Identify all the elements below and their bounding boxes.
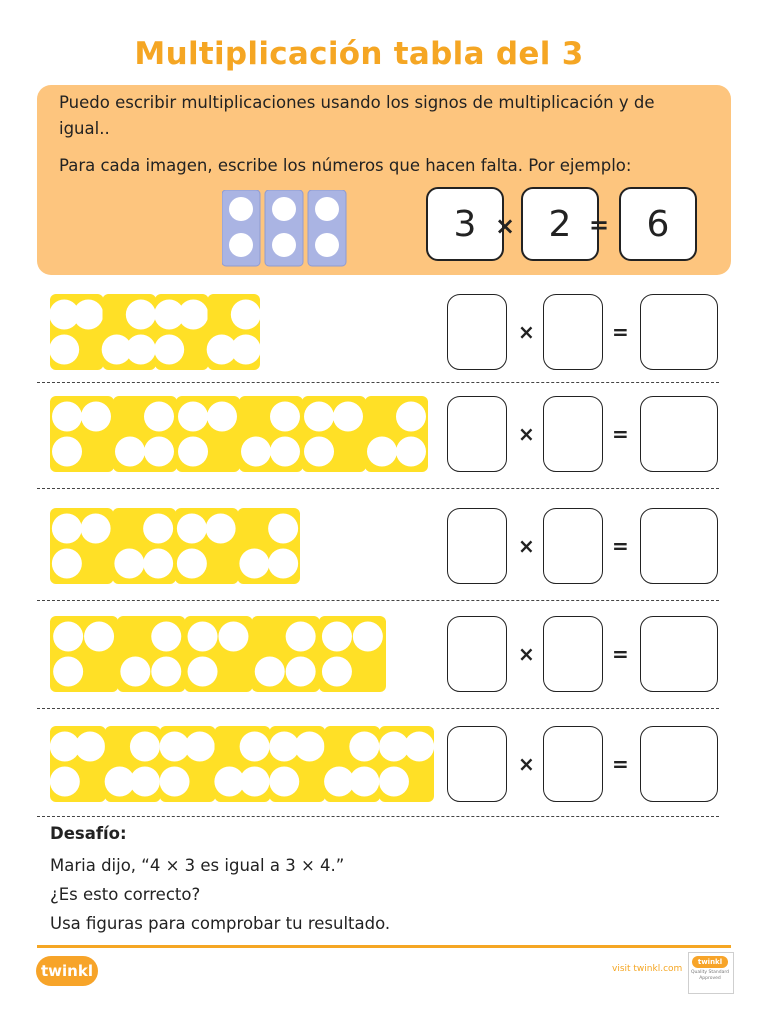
answer-box-factor-1[interactable] [447,508,507,584]
counter-dot [53,622,83,652]
example-frame-3 [308,190,346,266]
counter-dot [239,548,269,578]
challenge-line-3: Usa figuras para comprobar tu resultado. [50,914,391,933]
counter-tiles-5 [0,722,440,812]
exercise-row-3 [0,504,768,594]
example-result: 6 [619,187,697,261]
counter-group [238,508,301,584]
counter-group [379,726,434,802]
equals-symbol: = [612,534,629,558]
counter-dot [240,766,270,796]
answer-box-product[interactable] [640,726,718,802]
counter-dot [255,656,285,686]
visit-link[interactable]: visit twinkl.com [612,964,683,974]
times-symbol: × [518,534,535,558]
instruction-text-1: Puedo escribir multiplicaciones usando los signos de multiplicación y de igual.. [59,93,655,138]
counter-group [319,616,386,692]
counter-group [113,508,177,584]
counter-group [50,396,114,472]
counter-group [324,726,380,802]
counter-dot [207,402,237,432]
counter-dot [50,766,80,796]
dashed-divider [37,488,719,489]
answer-box-factor-2[interactable] [543,396,603,472]
times-symbol: × [518,422,535,446]
twinkl-logo: twinkl [36,956,98,986]
counter-dot [126,300,156,330]
counter-dot [130,766,160,796]
counter-dot [270,402,300,432]
dashed-divider [37,708,719,709]
counter-dot [349,766,379,796]
answer-box-factor-2[interactable] [543,294,603,370]
counter-dot [177,548,207,578]
counter-tiles-1 [0,290,440,380]
counter-dot [49,334,79,364]
counter-dot [73,300,103,330]
times-symbol: × [518,320,535,344]
page-title: Multiplicación tabla del 3 [134,36,584,72]
counter-group [252,616,320,692]
counter-group [176,396,240,472]
counter-dot [240,732,270,762]
dashed-divider [37,816,719,817]
counter-dot [304,436,334,466]
counter-tiles-2 [0,392,440,482]
counter-dot [178,436,208,466]
answer-box-factor-2[interactable] [543,726,603,802]
counter-group [269,726,325,802]
example-frame-1 [222,190,260,266]
counter-group [160,726,216,802]
challenge-line-2: ¿Es esto correcto? [50,885,201,904]
counter-dot [268,514,298,544]
counter-dot [304,402,334,432]
counter-dot [143,548,173,578]
equals-symbol: = [612,752,629,776]
badge-logo: twinkl [692,956,728,968]
counter-dot [120,656,150,686]
answer-box-product[interactable] [640,616,718,692]
counter-dot [130,732,160,762]
counter-dot [53,656,83,686]
counter-group [239,396,303,472]
counter-dot [52,514,82,544]
times-symbol: × [518,752,535,776]
instructions-panel [37,85,731,275]
answer-box-product[interactable] [640,508,718,584]
counter-dot [206,514,236,544]
challenge-section [50,822,390,938]
counter-dot [333,402,363,432]
answer-box-factor-1[interactable] [447,616,507,692]
counter-dot [52,436,82,466]
counter-dot [178,300,208,330]
answer-box-factor-1[interactable] [447,294,507,370]
counter-dot [396,436,426,466]
counter-group [365,396,428,472]
counter-dot [188,656,218,686]
counter-dot [75,732,105,762]
exercise-row-2 [0,392,768,482]
counter-dot [52,402,82,432]
counter-group [50,616,118,692]
dashed-divider [37,382,719,383]
counter-group [207,294,261,370]
counter-dot [231,334,261,364]
counter-group [50,508,114,584]
counter-dot [294,732,324,762]
counter-group [49,294,103,370]
counter-dot [81,514,111,544]
counter-dot [52,548,82,578]
counter-tiles-4 [0,612,440,702]
counter-dot [218,622,248,652]
equals-symbol: = [612,422,629,446]
answer-box-factor-2[interactable] [543,616,603,692]
counter-dot [270,436,300,466]
counter-dot [84,622,114,652]
counter-dot [178,402,208,432]
counter-dot [286,656,316,686]
counter-dot [396,402,426,432]
counter-group [102,294,156,370]
answer-box-factor-1[interactable] [447,396,507,472]
counter-dot [114,548,144,578]
counter-dot [144,436,174,466]
instruction-text-2: Para cada imagen, escribe los números que hacen falta. Por ejemplo: [59,156,632,175]
example-factor-b: 2 [521,187,599,261]
counter-group [175,508,239,584]
counter-dot [188,622,218,652]
answer-box-product[interactable] [640,396,718,472]
counter-dot [322,656,352,686]
example-equals-symbol: = [589,211,610,239]
counter-dot [286,622,316,652]
counter-group [214,726,270,802]
example-ten-frames [222,190,392,270]
counter-group [154,294,208,370]
dashed-divider [37,600,719,601]
exercise-row-1 [0,290,768,380]
equals-symbol: = [612,320,629,344]
counter-dot [160,766,190,796]
challenge-heading: Desafío: [50,824,127,843]
equals-symbol: = [612,642,629,666]
example-frame-2 [265,190,303,266]
counter-dot [367,436,397,466]
example-times-symbol: × [495,212,516,240]
counter-group [184,616,252,692]
counter-group [117,616,185,692]
counter-tiles-3 [0,504,440,594]
quality-badge [688,952,734,994]
challenge-line-1: Maria dijo, “4 × 3 es igual a 3 × 4.” [50,856,345,875]
counter-group [105,726,161,802]
counter-dot [81,402,111,432]
answer-box-factor-1[interactable] [447,726,507,802]
counter-dot [353,622,383,652]
counter-dot [185,732,215,762]
counter-group [302,396,366,472]
times-symbol: × [518,642,535,666]
counter-dot [177,514,207,544]
answer-box-product[interactable] [640,294,718,370]
counter-dot [322,622,352,652]
example-factor-a: 3 [426,187,504,261]
counter-dot [126,334,156,364]
counter-dot [404,732,434,762]
counter-dot [231,300,261,330]
footer-divider [37,945,731,948]
counter-dot [241,436,271,466]
counter-group [50,726,106,802]
exercise-row-5 [0,722,768,812]
counter-group [113,396,177,472]
counter-dot [115,436,145,466]
counter-dot [269,766,299,796]
exercise-row-4 [0,612,768,702]
counter-dot [154,334,184,364]
badge-text: Quality Standard Approved [691,970,729,981]
counter-dot [143,514,173,544]
counter-dot [151,656,181,686]
counter-dot [144,402,174,432]
counter-dot [379,766,409,796]
counter-dot [349,732,379,762]
answer-box-factor-2[interactable] [543,508,603,584]
counter-dot [268,548,298,578]
counter-dot [151,622,181,652]
